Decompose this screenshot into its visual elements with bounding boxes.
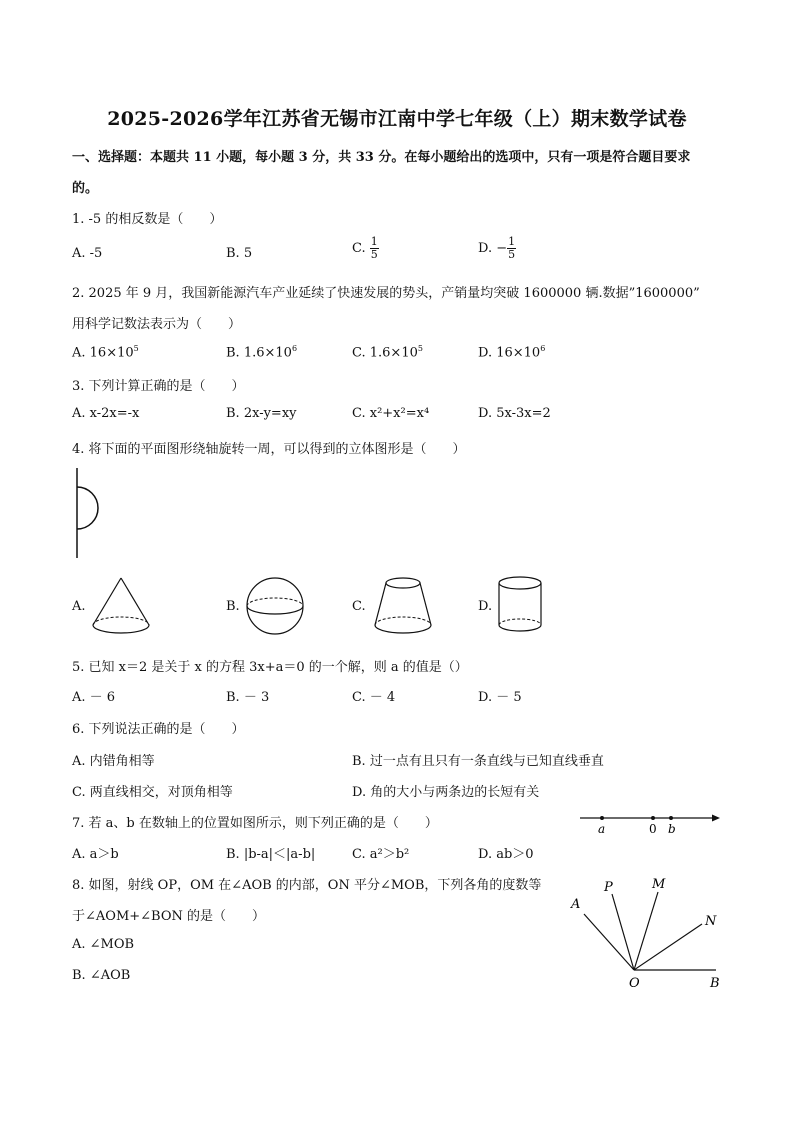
q7-option-c: C. a²＞b²: [352, 847, 410, 862]
q6-option-c: C. 两直线相交，对顶角相等: [72, 785, 233, 800]
q7-option-d: D. ab＞0: [478, 847, 534, 862]
q6-option-b: B. 过一点有且只有一条直线与已知直线垂直: [352, 754, 604, 769]
frustum-figure: [370, 574, 436, 638]
q1-d-prefix: D. −: [478, 241, 508, 256]
q2-option-a: [72, 344, 139, 360]
q1-c-num: 1: [370, 235, 378, 248]
q2-b-base: B. 1.6×10: [226, 345, 292, 361]
label-A: A: [571, 897, 581, 912]
label-N: N: [705, 914, 717, 929]
q1-option-a: A. -5: [72, 246, 103, 261]
q2-option-b: [226, 344, 297, 360]
q7-stem: 7. 若 a、b 在数轴上的位置如图所示，则下列正确的是（ ）: [72, 816, 438, 831]
q5-option-b: B. － 3: [226, 690, 270, 705]
q5-stem: 5. 已知 x＝2 是关于 x 的方程 3x+a＝0 的一个解，则 a 的值是（）: [72, 660, 468, 675]
ray-ON: [634, 924, 702, 970]
q3-option-b: B. 2x-y=xy: [226, 406, 297, 421]
number-line-figure: [578, 808, 724, 838]
q2-stem-line2: 用科学记数法表示为（ ）: [72, 317, 242, 332]
q2-d-base: D. 16×10: [478, 345, 541, 361]
q2-a-base: A. 16×10: [72, 345, 134, 361]
axis-label-a: a: [598, 822, 606, 836]
q2-c-base: C. 1.6×10: [352, 345, 418, 361]
q3-stem: 3. 下列计算正确的是（ ）: [72, 379, 245, 394]
q2-option-d: [478, 344, 545, 360]
q7-option-a: A. a＞b: [72, 847, 119, 862]
q8-stem-line2: 于∠AOM+∠BON 的是（ ）: [72, 909, 265, 924]
q7-option-b: B. |b-a|＜|a-b|: [226, 847, 316, 862]
q4-option-c: C.: [352, 599, 366, 614]
section-header-line1: 一、选择题：本题共 11 小题，每小题 3 分，共 33 分。在每小题给出的选项中，只有一项是符合题目要求: [72, 150, 691, 165]
q5-option-d: D. － 5: [478, 690, 522, 705]
q6-option-d: D. 角的大小与两条边的长短有关: [352, 785, 540, 800]
half-circle: [77, 487, 98, 529]
q1-option-b: B. 5: [226, 246, 253, 261]
q2-a-exp: 5: [133, 344, 139, 353]
q4-stem: 4. 将下面的平面图形绕轴旋转一周，可以得到的立体图形是（ ）: [72, 442, 466, 457]
q2-stem-line1: 2. 2025 年 9 月，我国新能源汽车产业延续了快速发展的势头，产销量均突破 1600000 辆.数据”1600000”: [72, 286, 700, 301]
cylinder-figure: [494, 574, 546, 638]
number-line-arrow-icon: [712, 815, 720, 822]
q1-c-den: 5: [370, 248, 378, 261]
q1-d-num: 1: [508, 235, 516, 248]
q4-option-d: D.: [478, 599, 493, 614]
axis-label-0: 0: [649, 822, 657, 836]
q1-c-prefix: C.: [352, 241, 370, 256]
ray-OM: [634, 892, 658, 970]
q2-b-exp: 6: [291, 344, 298, 353]
q8-option-a: A. ∠MOB: [72, 937, 135, 952]
label-M: M: [652, 877, 666, 892]
q1-option-d: [478, 236, 516, 261]
cone-figure: [88, 574, 154, 638]
q4-option-a: A.: [72, 599, 86, 614]
ray-OP: [612, 894, 634, 970]
q6-option-a: A. 内错角相等: [72, 754, 155, 769]
q2-option-c: [352, 344, 423, 360]
q3-option-c: C. x²+x²=x⁴: [352, 406, 430, 421]
angle-figure: [562, 872, 732, 992]
sphere-figure: [242, 574, 308, 638]
q5-option-a: A. － 6: [72, 690, 116, 705]
q1-d-den: 5: [508, 248, 516, 261]
q6-stem: 6. 下列说法正确的是（ ）: [72, 722, 245, 737]
q3-option-a: A. x-2x=-x: [72, 406, 140, 421]
label-B: B: [710, 976, 720, 991]
q1-option-c: [352, 236, 379, 261]
label-O: O: [629, 976, 640, 991]
page-title: 2025-2026学年江苏省无锡市江南中学七年级（上）期末数学试卷: [107, 108, 687, 130]
q8-stem-line1: 8. 如图，射线 OP，OM 在∠AOB 的内部，ON 平分∠MOB，下列各角的度数等: [72, 878, 542, 893]
q4-option-b: B.: [226, 599, 240, 614]
q2-d-exp: 6: [540, 344, 546, 353]
q1-stem: 1. -5 的相反数是（ ）: [72, 212, 223, 227]
q1-c-fraction: [370, 236, 379, 261]
q2-c-exp: 5: [417, 344, 423, 353]
section-header-line2: 的。: [72, 181, 99, 196]
q8-option-b: B. ∠AOB: [72, 968, 131, 983]
q3-option-d: D. 5x-3x=2: [478, 406, 551, 421]
q4-plane-figure: [70, 464, 110, 560]
q1-d-fraction: [507, 236, 516, 261]
label-P: P: [604, 880, 613, 895]
q5-option-c: C. － 4: [352, 690, 396, 705]
axis-label-b: b: [668, 822, 676, 836]
